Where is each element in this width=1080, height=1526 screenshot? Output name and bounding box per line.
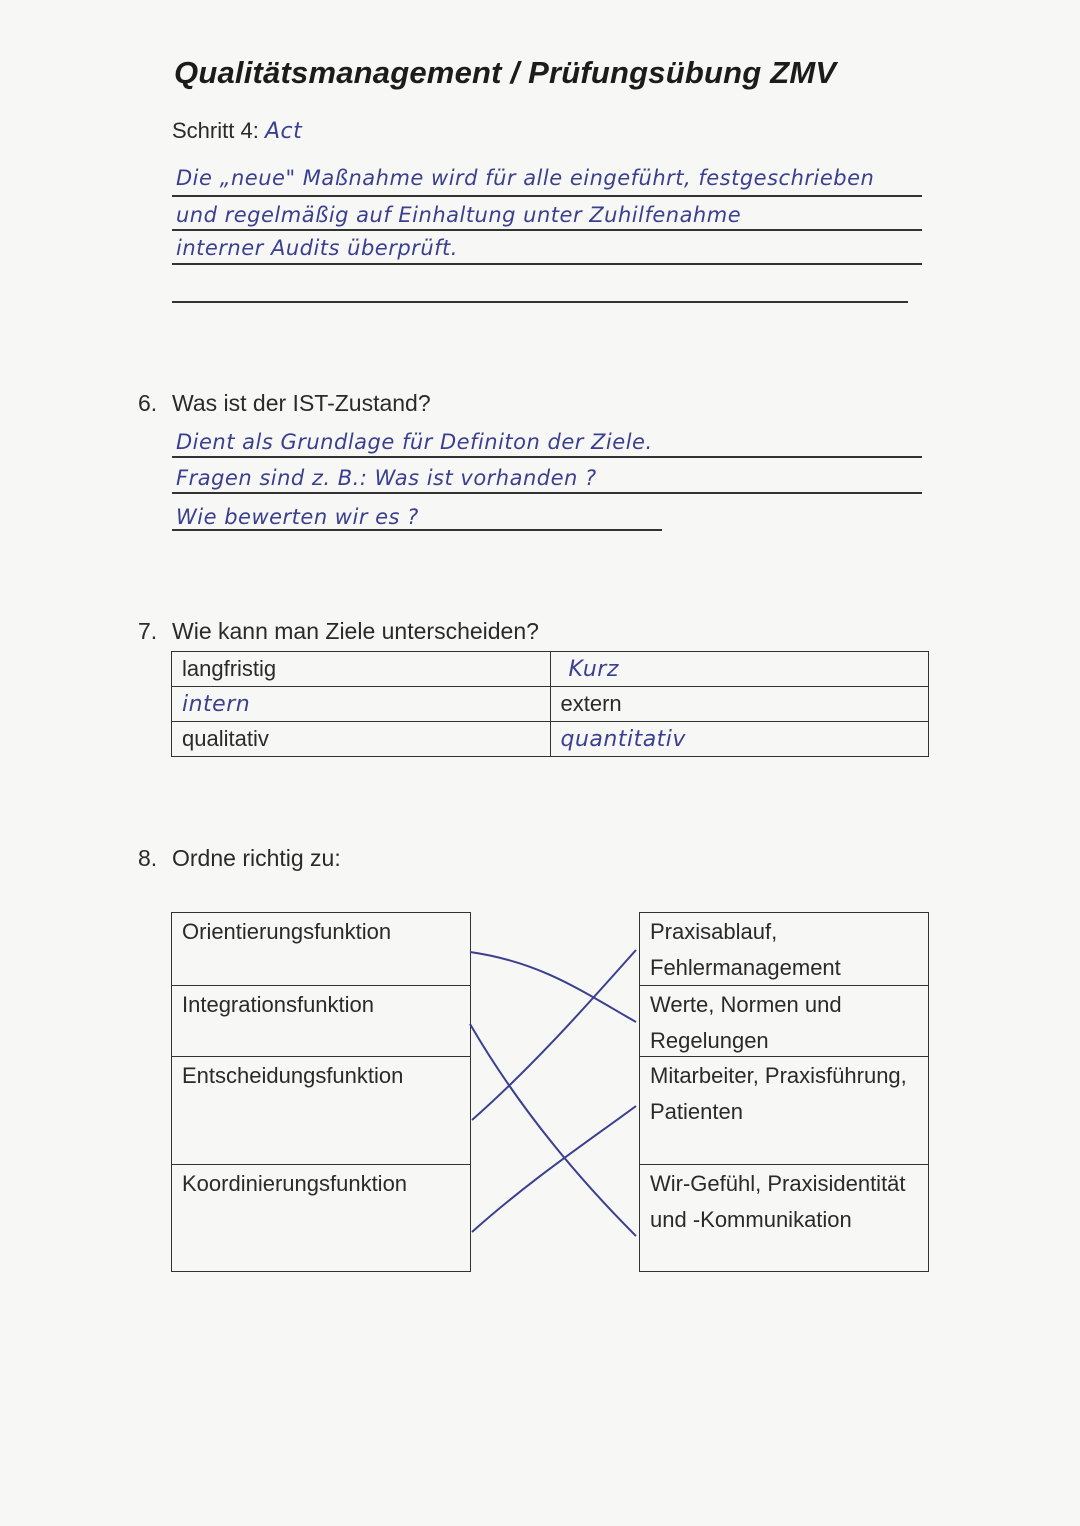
step4-answer-word: Act: [264, 119, 303, 144]
question-6-text: Was ist der IST-Zustand?: [172, 390, 431, 416]
step4-line-3: interner Audits überprüft.: [176, 236, 458, 260]
table-row: [172, 687, 929, 722]
function-box-koordinierung: Koordinierungsfunktion: [171, 1164, 471, 1272]
answer-box-praxisablauf: Praxisablauf, Fehlermanagement: [639, 912, 929, 986]
step4-line-1: Die „neue" Maßnahme wird für alle eingeführt, festgeschrieben: [176, 166, 875, 190]
answer-line: [172, 195, 922, 197]
table-row: [172, 652, 929, 687]
step4-heading: [172, 118, 302, 144]
goals-table: [171, 651, 929, 757]
q6-line-3: Wie bewerten wir es ?: [176, 505, 419, 529]
page-title: Qualitätsmanagement / Prüfungsübung ZMV: [174, 55, 837, 90]
goal-cell-answer: intern: [172, 687, 551, 722]
goal-cell-answer: quantitativ: [550, 722, 929, 757]
goal-cell: qualitativ: [172, 722, 551, 757]
answer-line: [172, 492, 922, 494]
answer-line: [172, 301, 908, 303]
goal-cell: extern: [550, 687, 929, 722]
answer-line: [172, 229, 922, 231]
answer-line: [172, 456, 922, 458]
goal-cell: langfristig: [172, 652, 551, 687]
question-6: [138, 390, 431, 417]
answer-line: [172, 263, 922, 265]
q6-line-2: Fragen sind z. B.: Was ist vorhanden ?: [176, 466, 597, 490]
match-line-integration-wir-gefuehl: [470, 1024, 636, 1236]
step4-line-2: und regelmäßig auf Einhaltung unter Zuhilfenahme: [176, 203, 742, 227]
question-7-number: 7.: [138, 618, 158, 644]
function-box-integration: Integrationsfunktion: [171, 985, 471, 1057]
match-line-koordinierung-mitarbeiter: [472, 1106, 636, 1232]
table-row: [172, 722, 929, 757]
question-7-text: Wie kann man Ziele unterscheiden?: [172, 618, 539, 644]
question-8: [138, 845, 341, 872]
goal-cell-answer: Kurz: [550, 652, 929, 687]
function-box-entscheidung: Entscheidungsfunktion: [171, 1056, 471, 1165]
answer-line: [172, 529, 662, 531]
answer-box-wir-gefuehl: Wir-Gefühl, Praxisidentität und -Kommunikation: [639, 1164, 929, 1272]
question-6-number: 6.: [138, 390, 158, 416]
match-line-orientierung-werte: [470, 952, 636, 1022]
question-7: [138, 618, 539, 645]
answer-box-werte: Werte, Normen und Regelungen: [639, 985, 929, 1057]
q6-line-1: Dient als Grundlage für Definiton der Ziele.: [176, 430, 653, 454]
question-8-number: 8.: [138, 845, 158, 871]
question-8-text: Ordne richtig zu:: [172, 845, 341, 871]
answer-box-mitarbeiter: Mitarbeiter, Praxisführung, Patienten: [639, 1056, 929, 1165]
function-box-orientierung: Orientierungsfunktion: [171, 912, 471, 986]
match-line-entscheidung-praxisablauf: [472, 950, 636, 1120]
step4-label: Schritt 4:: [172, 118, 259, 143]
